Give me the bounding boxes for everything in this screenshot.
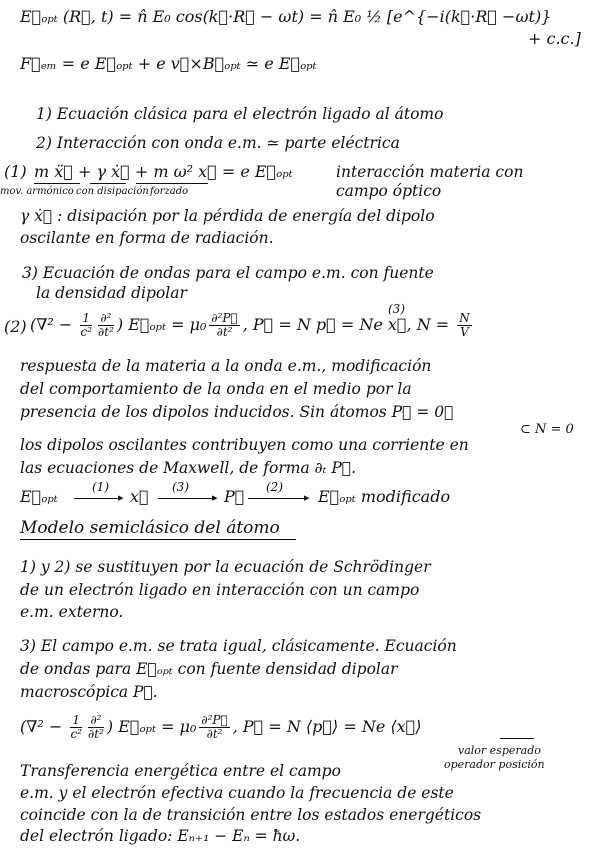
chain-x: x⃗	[130, 487, 149, 506]
eq1-sub-damping: con disipación	[76, 186, 149, 197]
underline-eq1-c	[136, 183, 208, 184]
item-2: 2) Interacción con onda e.m. ≃ parte eléctrica	[36, 134, 400, 152]
s3-line-3: macroscópica P⃗.	[20, 683, 158, 701]
chain-arrowhead-1-icon: ▸	[118, 491, 124, 504]
chain-arrow-3	[248, 498, 306, 499]
eq3-note-2: operador posición	[444, 758, 545, 771]
eq3-wave-equation: (∇² − $\frac{1}{\text{c²}}$ $\frac{\text{∂²}}{\text{∂t²}}$ ) E⃗ₒₚₜ = μ₀ $\frac{\text{∂²P⃗}}{\text{∂t²}}$ , P⃗ = N ⟨p⃗⟩ = Ne ⟨x⃗⟩	[20, 713, 422, 741]
eq1-oscillator: m ẍ⃗ + γ ẋ⃗ + m ω² x⃗ = e E⃗ₒₚₜ	[34, 162, 293, 181]
eq2-wave-equation: (∇² − $\frac{1}{\text{c²}}$ $\frac{\text{∂²}}{\text{∂t²}}$ ) E⃗ₒₚₜ = μ₀ $\frac{\text{∂²P⃗}}{\text{∂t²}}$ , P⃗ = N p⃗ = Ne x⃗, N = $\frac{N}{V}$	[30, 311, 470, 339]
resp-line-3: presencia de los dipolos inducidos. Sin átomos P⃗ = 0⃗	[20, 403, 454, 421]
underline-eq1-b	[90, 183, 126, 184]
s1-line-2: de un electrón ligado en interacción con un campo	[20, 581, 420, 599]
chain-label-1: (1)	[92, 480, 109, 494]
chain-E-opt: E⃗ₒₚₜ	[20, 487, 58, 506]
tr-line-4: del electrón ligado: Eₙ₊₁ − Eₙ = ħω.	[20, 827, 301, 845]
resp-line-4: los dipolos oscilantes contribuyen como una corriente en	[20, 436, 469, 454]
gamma-line-1: γ ẋ⃗ : disipación por la pérdida de energía del dipolo	[20, 207, 435, 225]
s3-line-2: de ondas para E⃗ₒₚₜ con fuente densidad dipolar	[20, 660, 398, 678]
chain-end: E⃗ₒₚₜ modificado	[318, 487, 451, 506]
resp-line-2: del comportamiento de la onda en el medio por la	[20, 380, 412, 398]
eq1-note-1: interacción materia con	[336, 163, 524, 181]
chain-label-3: (3)	[172, 480, 189, 494]
chain-label-2: (2)	[266, 480, 283, 494]
item-3-line-1: 3) Ecuación de ondas para el campo e.m. con fuente	[22, 264, 434, 282]
gamma-line-2: oscilante en forma de radiación.	[20, 229, 274, 247]
eq3-x-underline	[500, 738, 534, 739]
s3-line-1: 3) El campo e.m. se trata igual, clásicamente. Ecuación	[20, 637, 457, 655]
resp-line-1: respuesta de la materia a la onda e.m., modificación	[20, 357, 432, 375]
section-title-underline	[20, 539, 296, 540]
chain-arrow-1	[74, 498, 120, 499]
field-equation: E⃗ₒₚₜ (R⃗, t) = n̂ E₀ cos(k⃗·R⃗ − ωt) = n̂ E₀ ½ [e^{−i(k⃗·R⃗ −ωt)}	[20, 7, 552, 26]
chain-P: P⃗	[224, 487, 245, 506]
eq1-sub-harmonic: mov. armónico	[0, 186, 74, 197]
item-3-line-2: la densidad dipolar	[36, 284, 187, 302]
s1-line-3: e.m. externo.	[20, 603, 124, 621]
s1-line-1: 1) y 2) se sustituyen por la ecuación de Schrödinger	[20, 558, 431, 576]
resp-line-5: las ecuaciones de Maxwell, de forma ∂ₜ P⃗.	[20, 459, 357, 477]
underline-eq1-a	[34, 183, 80, 184]
tr-line-3: coincide con la de transición entre los estados energéticos	[20, 806, 482, 824]
eq1-label: (1)	[4, 162, 27, 181]
chain-arrowhead-3-icon: ▸	[304, 491, 310, 504]
chain-arrow-2	[158, 498, 214, 499]
tr-line-1: Transferencia energética entre el campo	[20, 762, 341, 780]
resp-line-3b: ⊂ N = 0	[520, 422, 574, 437]
section-title: Modelo semiclásico del átomo	[20, 518, 280, 538]
field-equation-cc: + c.c.]	[528, 29, 581, 48]
eq3-note-1: valor esperado	[458, 744, 541, 757]
chain-arrowhead-2-icon: ▸	[212, 491, 218, 504]
eq1-sub-forced: forzado	[150, 186, 189, 197]
eq2-label: (2)	[4, 317, 27, 336]
eq1-note-2: campo óptico	[336, 182, 442, 200]
item-1: 1) Ecuación clásica para el electrón ligado al átomo	[36, 105, 444, 123]
eq2-mark-3: (3)	[388, 302, 405, 316]
force-equation: F⃗ₑₘ = e E⃗ₒₚₜ + e v⃗×B⃗ₒₚₜ ≃ e E⃗ₒₚₜ	[20, 54, 317, 73]
tr-line-2: e.m. y el electrón efectiva cuando la frecuencia de este	[20, 784, 454, 802]
